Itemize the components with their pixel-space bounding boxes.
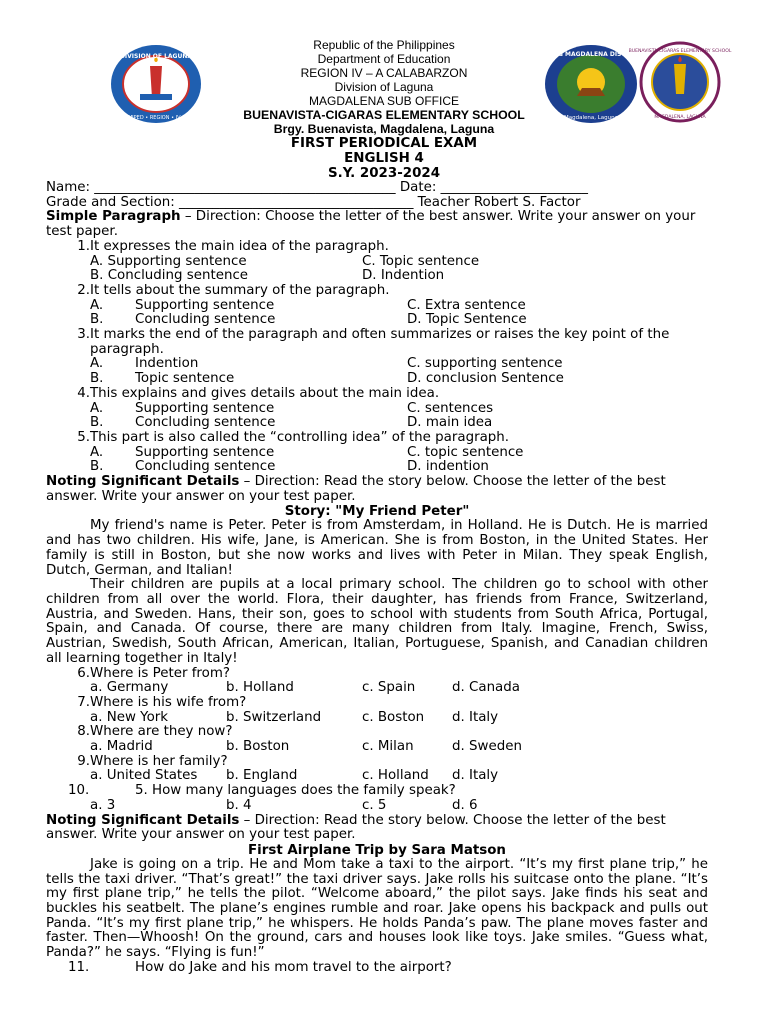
school-year: S.Y. 2023-2024 [327,166,441,181]
choice-d: d. Sweden [452,739,522,755]
choice-a-letter: A. [90,400,104,416]
choice-b-letter: B. [90,312,104,328]
question-text: It expresses the main idea of the paragraph. [90,238,389,254]
story1-paragraph-1: My friend's name is Peter. Peter is from Amsterdam, in Holland. He is Dutch. He is married and has two children. His wife, Jane, is American. She is from Boston, in the United States. Her family is still in Boston, but she now works and lives with Peter in Milan. They speak English, Dutch, German, and Italian! [46,518,708,578]
question-number: 5. [77,429,90,445]
question-text: This explains and gives details about the main idea. [90,385,440,401]
story2-paragraph: Jake is going on a trip. He and Mom take a taxi to the airport. “It’s my first plane trip,” he tells the taxi driver. “That’s great!” the taxi driver says. Jake rolls his suitcase onto the plane. “It’s my first plane trip,” he tells the pilot. “Welcome aboard,” the pilot says. Jake finds his seat and buckles his seatbelt. The plane’s engines rumble and roar. Jake opens his backpack and pulls out Panda. “It’s my first plane trip,” he whispers. He holds Panda’s paw. The plane moves faster and faster. Then—Whoosh! On the ground, cars and houses look like toys. Jake smiles. “Guess what, Panda?” he says. “Flying is fun!” [46,856,708,961]
question-text: Where are they now? [90,724,233,740]
question-4 [46,387,708,402]
choice-b: b. 4 [226,797,252,813]
question-text: It marks the end of the paragraph and often summarizes or raises the key point of the paragraph. [90,327,670,357]
choice-b-letter: B. [90,371,104,387]
question-number: 11. [68,959,90,975]
exam-body [46,181,708,976]
choice-b: Concluding sentence [135,312,276,328]
story2-title: First Airplane Trip by Sara Matson [248,842,506,858]
story1-paragraph-2: Their children are pupils at a local primary school. The children go to school with other children from all over the world. Flora, their daughter, has friends from France, Switzerland, Austria, and Sweden. Hans, their son, goes to school with students from South Africa, Portugal, Spain, and Canada. Of course, there are many children from Italy. Imagine, French, Swiss, Austrian, Swedish, South African, American, Italian, Portuguese, Spanish, and Canadian children all learning together in Italy! [46,577,708,666]
choice-a: Supporting sentence [135,444,275,460]
question-9 [46,755,708,770]
choice-c: C. Extra sentence [407,297,526,313]
question-1 [46,240,708,255]
question-number: 7. [77,694,90,710]
choice-a: Supporting sentence [135,297,275,313]
logo-left-ring-top: DIVISION OF LAGUNA [119,53,193,60]
header-sub-office: MAGDALENA SUB OFFICE [308,94,460,108]
logo-middle-ring-bottom: Magdalena, Laguna [563,115,619,121]
section1-direction [46,210,708,239]
question-number: 10. [68,783,90,799]
question-7 [46,696,708,711]
choice-row [46,372,708,387]
question-text: 5. How many languages does the family speak? [135,783,456,799]
choice-row [46,799,708,814]
choice-a: a. Madrid [90,739,153,755]
choice-row [46,313,708,328]
section1-direction-text: – Direction: Choose the letter of the best answer. Write your answer on your test paper. [46,209,696,240]
choice-row [46,460,708,475]
logo-left-ring-bottom: DEPED • REGION • IV-A [126,115,186,121]
choice-row [46,446,708,461]
choice-d: D. indention [407,459,489,475]
choice-b: Topic sentence [135,371,235,387]
choice-a: a. Germany [90,680,169,696]
name-date-line: Name: _____________________________________________ Date: ______________________ [46,180,588,195]
section3-heading: Noting Significant Details [46,812,240,828]
choice-row [46,711,708,726]
story1-title: Story: "My Friend Peter" [284,504,470,520]
question-number: 3. [77,327,90,343]
question-text: Where is his wife from? [90,694,247,710]
choice-b: b. England [226,768,298,784]
header-region: REGION IV – A CALABARZON [300,66,468,80]
choice-b: b. Holland [226,680,294,696]
question-number: 6. [77,665,90,681]
section2-direction-text: – Direction: Read the story below. Choose the letter of the best answer. Write your answer on your test paper. [46,474,666,504]
choice-c: c. Spain [362,680,416,696]
choice-d: D. main idea [407,415,493,431]
choice-c: c. 5 [362,797,387,813]
header-division: Division of Laguna [334,80,434,94]
question-10 [46,784,708,799]
question-11 [46,961,708,976]
choice-b-letter: B. [90,415,104,431]
choice-a-letter: A. [90,444,104,460]
question-text: Where is Peter from? [90,665,230,681]
header-republic: Republic of the Philippines [313,38,455,52]
choice-a: a. 3 [90,797,116,813]
choice-row [46,740,708,755]
choice-row [46,269,708,284]
choice-c: c. Boston [362,709,425,725]
exam-subject: ENGLISH 4 [344,151,424,166]
question-text: How do Jake and his mom travel to the airport? [135,959,452,975]
choice-c: C. sentences [407,400,494,416]
choice-a-letter: A. [90,356,104,372]
choice-row [46,416,708,431]
choice-c: C. topic sentence [407,444,524,460]
choice-c: c. Holland [362,768,429,784]
question-number: 2. [77,282,90,298]
question-number: 4. [77,385,90,401]
question-text: It tells about the summary of the paragraph. [90,282,390,298]
choice-c: c. Milan [362,739,414,755]
choice-d: d. Canada [452,680,520,696]
choice-row [46,402,708,417]
choice-d: d. Italy [452,709,499,725]
choice-row [46,299,708,314]
logo-right-ring-top: BUENAVISTA-CIGARAS ELEMENTARY SCHOOL [628,49,732,54]
choice-a-letter: A. [90,297,104,313]
question-2 [46,284,708,299]
choice-d: D. conclusion Sentence [407,371,564,387]
choice-d: d. 6 [452,797,478,813]
choice-a: a. United States [90,768,198,784]
choice-a: a. New York [90,709,169,725]
choice-row [46,357,708,372]
choice-b: B. Concluding sentence [90,268,249,284]
choice-d: D. Indention [362,268,445,284]
choice-b: Concluding sentence [135,415,276,431]
exam-title: FIRST PERIODICAL EXAM [290,136,478,151]
section1-heading: Simple Paragraph [46,209,181,225]
header-school: BUENAVISTA-CIGARAS ELEMENTARY SCHOOL [243,108,525,122]
section3-direction [46,814,708,843]
logo-middle-ring-top: DepEd MAGDALENA DISTRICT [541,51,641,58]
choice-row [46,681,708,696]
choice-b: b. Switzerland [226,709,322,725]
question-text: This part is also called the “controlling idea” of the paragraph. [90,429,510,445]
question-5 [46,431,708,446]
choice-d: D. Topic Sentence [407,312,527,328]
choice-c: C. Topic sentence [362,253,480,269]
grade-section-line: Grade and Section: ___________________________________ Teacher Robert S. Factor [46,194,581,210]
question-number: 1. [77,238,90,254]
choice-row [46,769,708,784]
choice-a: A. Supporting sentence [90,253,247,269]
question-number: 8. [77,724,90,740]
logo-right-ring-bottom: MAGDALENA, LAGUNA [654,115,706,120]
document-header [0,38,768,181]
choice-b: b. Boston [226,739,290,755]
header-address: Brgy. Buenavista, Magdalena, Laguna [273,122,495,136]
section2-direction [46,475,708,504]
choice-c: C. supporting sentence [407,356,563,372]
choice-d: d. Italy [452,768,499,784]
question-number: 9. [77,753,90,769]
question-text: Where is her family? [90,753,228,769]
choice-b: Concluding sentence [135,459,276,475]
question-6 [46,667,708,682]
choice-b-letter: B. [90,459,104,475]
question-8 [46,725,708,740]
section3-direction-text: – Direction: Read the story below. Choose the letter of the best answer. Write your answer on your test paper. [46,812,666,843]
section2-heading: Noting Significant Details [46,474,240,490]
header-department: Department of Education [317,52,451,66]
choice-row [46,255,708,270]
choice-a: Indention [135,356,199,372]
choice-a: Supporting sentence [135,400,275,416]
question-3 [46,328,708,357]
